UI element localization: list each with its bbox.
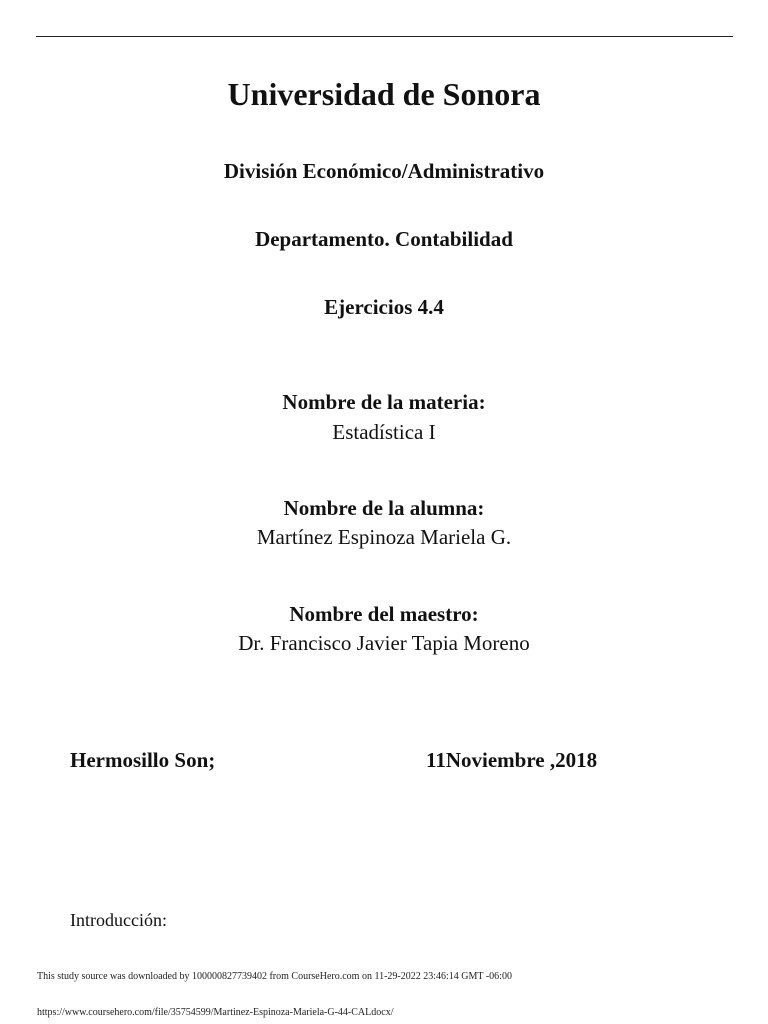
subject-value: Estadística I xyxy=(332,420,436,444)
student-value: Martínez Espinoza Mariela G. xyxy=(256,525,512,549)
place-text: Hermosillo Son; xyxy=(70,748,216,772)
subject-label: Nombre de la materia: xyxy=(282,390,486,414)
division-heading: División Económico/Administrativo xyxy=(223,159,545,183)
source-url[interactable]: https://www.coursehero.com/file/35754599/Martinez-Espinoza-Mariela-G-44-CALdocx/ xyxy=(37,1007,394,1018)
exercises-heading: Ejercicios 4.4 xyxy=(324,295,444,319)
student-label: Nombre de la alumna: xyxy=(283,496,485,520)
teacher-value: Dr. Francisco Javier Tapia Moreno xyxy=(238,631,530,655)
top-divider xyxy=(36,36,733,37)
date-text: 11Noviembre ,2018 xyxy=(426,748,598,772)
university-title: Universidad de Sonora xyxy=(227,76,541,112)
department-heading: Departamento. Contabilidad xyxy=(255,227,513,251)
download-source-note: This study source was downloaded by 100000827739402 from CourseHero.com on 11-29-2022 23:46:14 GMT -06:00 xyxy=(37,971,512,982)
teacher-label: Nombre del maestro: xyxy=(289,602,479,626)
introduction-heading: Introducción: xyxy=(70,910,167,930)
